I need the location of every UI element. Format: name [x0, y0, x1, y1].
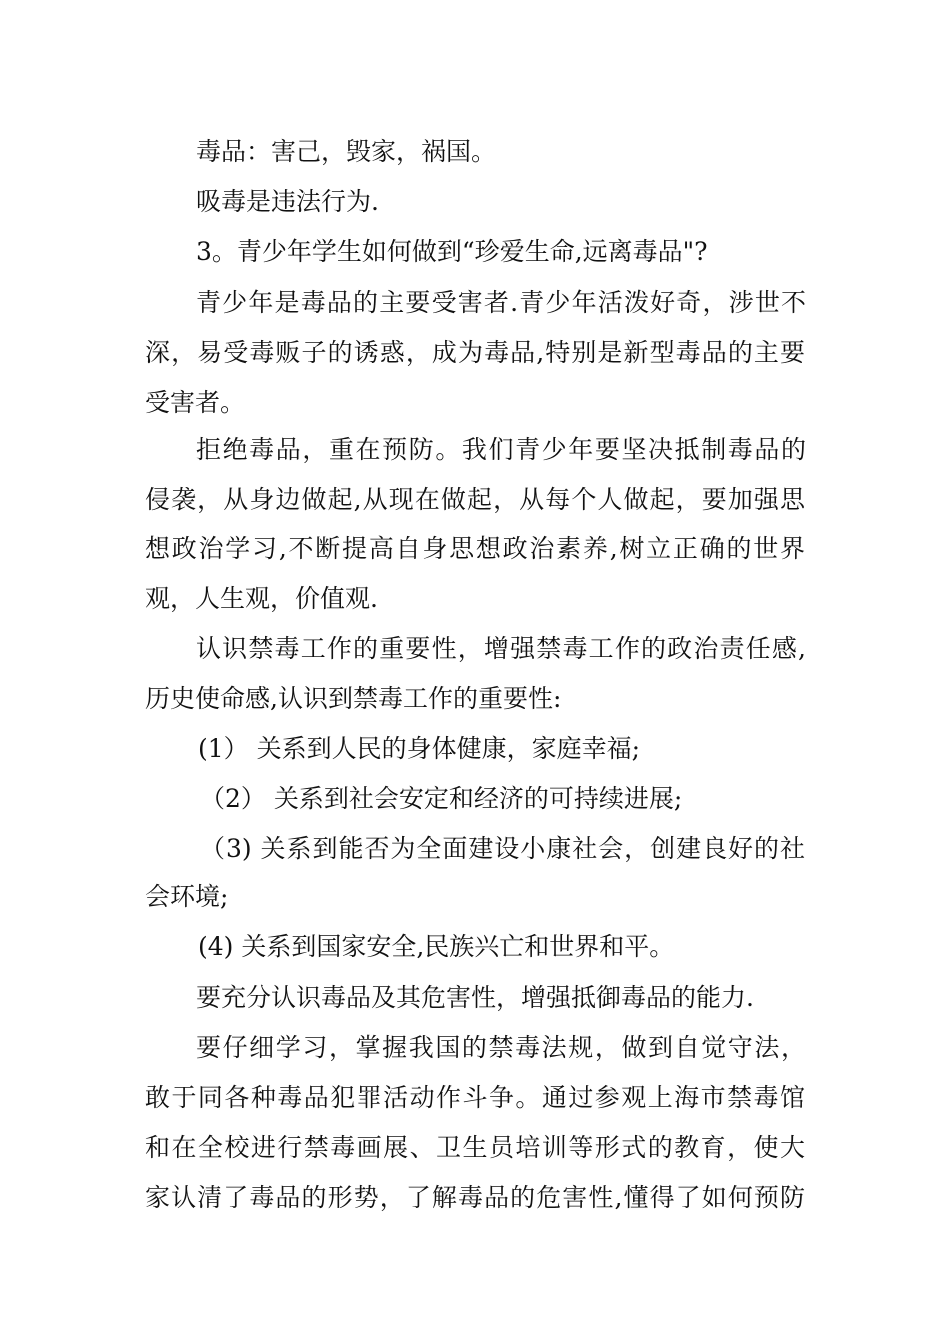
list-item: (4) 关系到国家安全,民族兴亡和世界和平。 — [198, 932, 675, 961]
text-line: 吸毒是违法行为. — [196, 187, 379, 216]
text-line: 认识禁毒工作的重要性，增强禁毒工作的政治责任感, — [196, 634, 806, 663]
text-line: 青少年是毒品的主要受害者.青少年活泼好奇，涉世不 — [196, 288, 806, 317]
text-line: 深，易受毒贩子的诱惑，成为毒品,特别是新型毒品的主要 — [145, 338, 805, 367]
list-item: （3) 关系到能否为全面建设小康社会，创建良好的社 — [200, 834, 805, 863]
text-line: 家认清了毒品的形势，了解毒品的危害性,懂得了如何预防 — [145, 1183, 805, 1212]
list-item: (1） 关系到人民的身体健康，家庭幸福; — [198, 734, 641, 763]
text-line: 观，人生观，价值观. — [145, 584, 378, 613]
text-line: 侵袭，从身边做起,从现在做起，从每个人做起，要加强思 — [145, 485, 805, 514]
list-item: （2） 关系到社会安定和经济的可持续进展; — [200, 784, 683, 813]
text-line: 要仔细学习，掌握我国的禁毒法规，做到自觉守法， — [196, 1033, 806, 1062]
text-line: 拒绝毒品，重在预防。我们青少年要坚决抵制毒品的 — [196, 435, 806, 464]
text-line: 会环境; — [145, 882, 229, 911]
text-line: 历史使命感,认识到禁毒工作的重要性: — [145, 684, 562, 713]
text-line: 毒品：害己，毁家，祸国。 — [196, 137, 497, 166]
text-line: 受害者。 — [145, 388, 246, 417]
text-line: 和在全校进行禁毒画展、卫生员培训等形式的教育，使大 — [145, 1133, 805, 1162]
text-line: 要充分认识毒品及其危害性，增强抵御毒品的能力. — [196, 983, 754, 1012]
text-line: 敢于同各种毒品犯罪活动作斗争。通过参观上海市禁毒馆 — [145, 1083, 805, 1112]
text-line: 想政治学习,不断提高自身思想政治素养,树立正确的世界 — [145, 534, 805, 563]
text-line: 3。青少年学生如何做到“珍爱生命,远离毒品"? — [196, 237, 708, 266]
